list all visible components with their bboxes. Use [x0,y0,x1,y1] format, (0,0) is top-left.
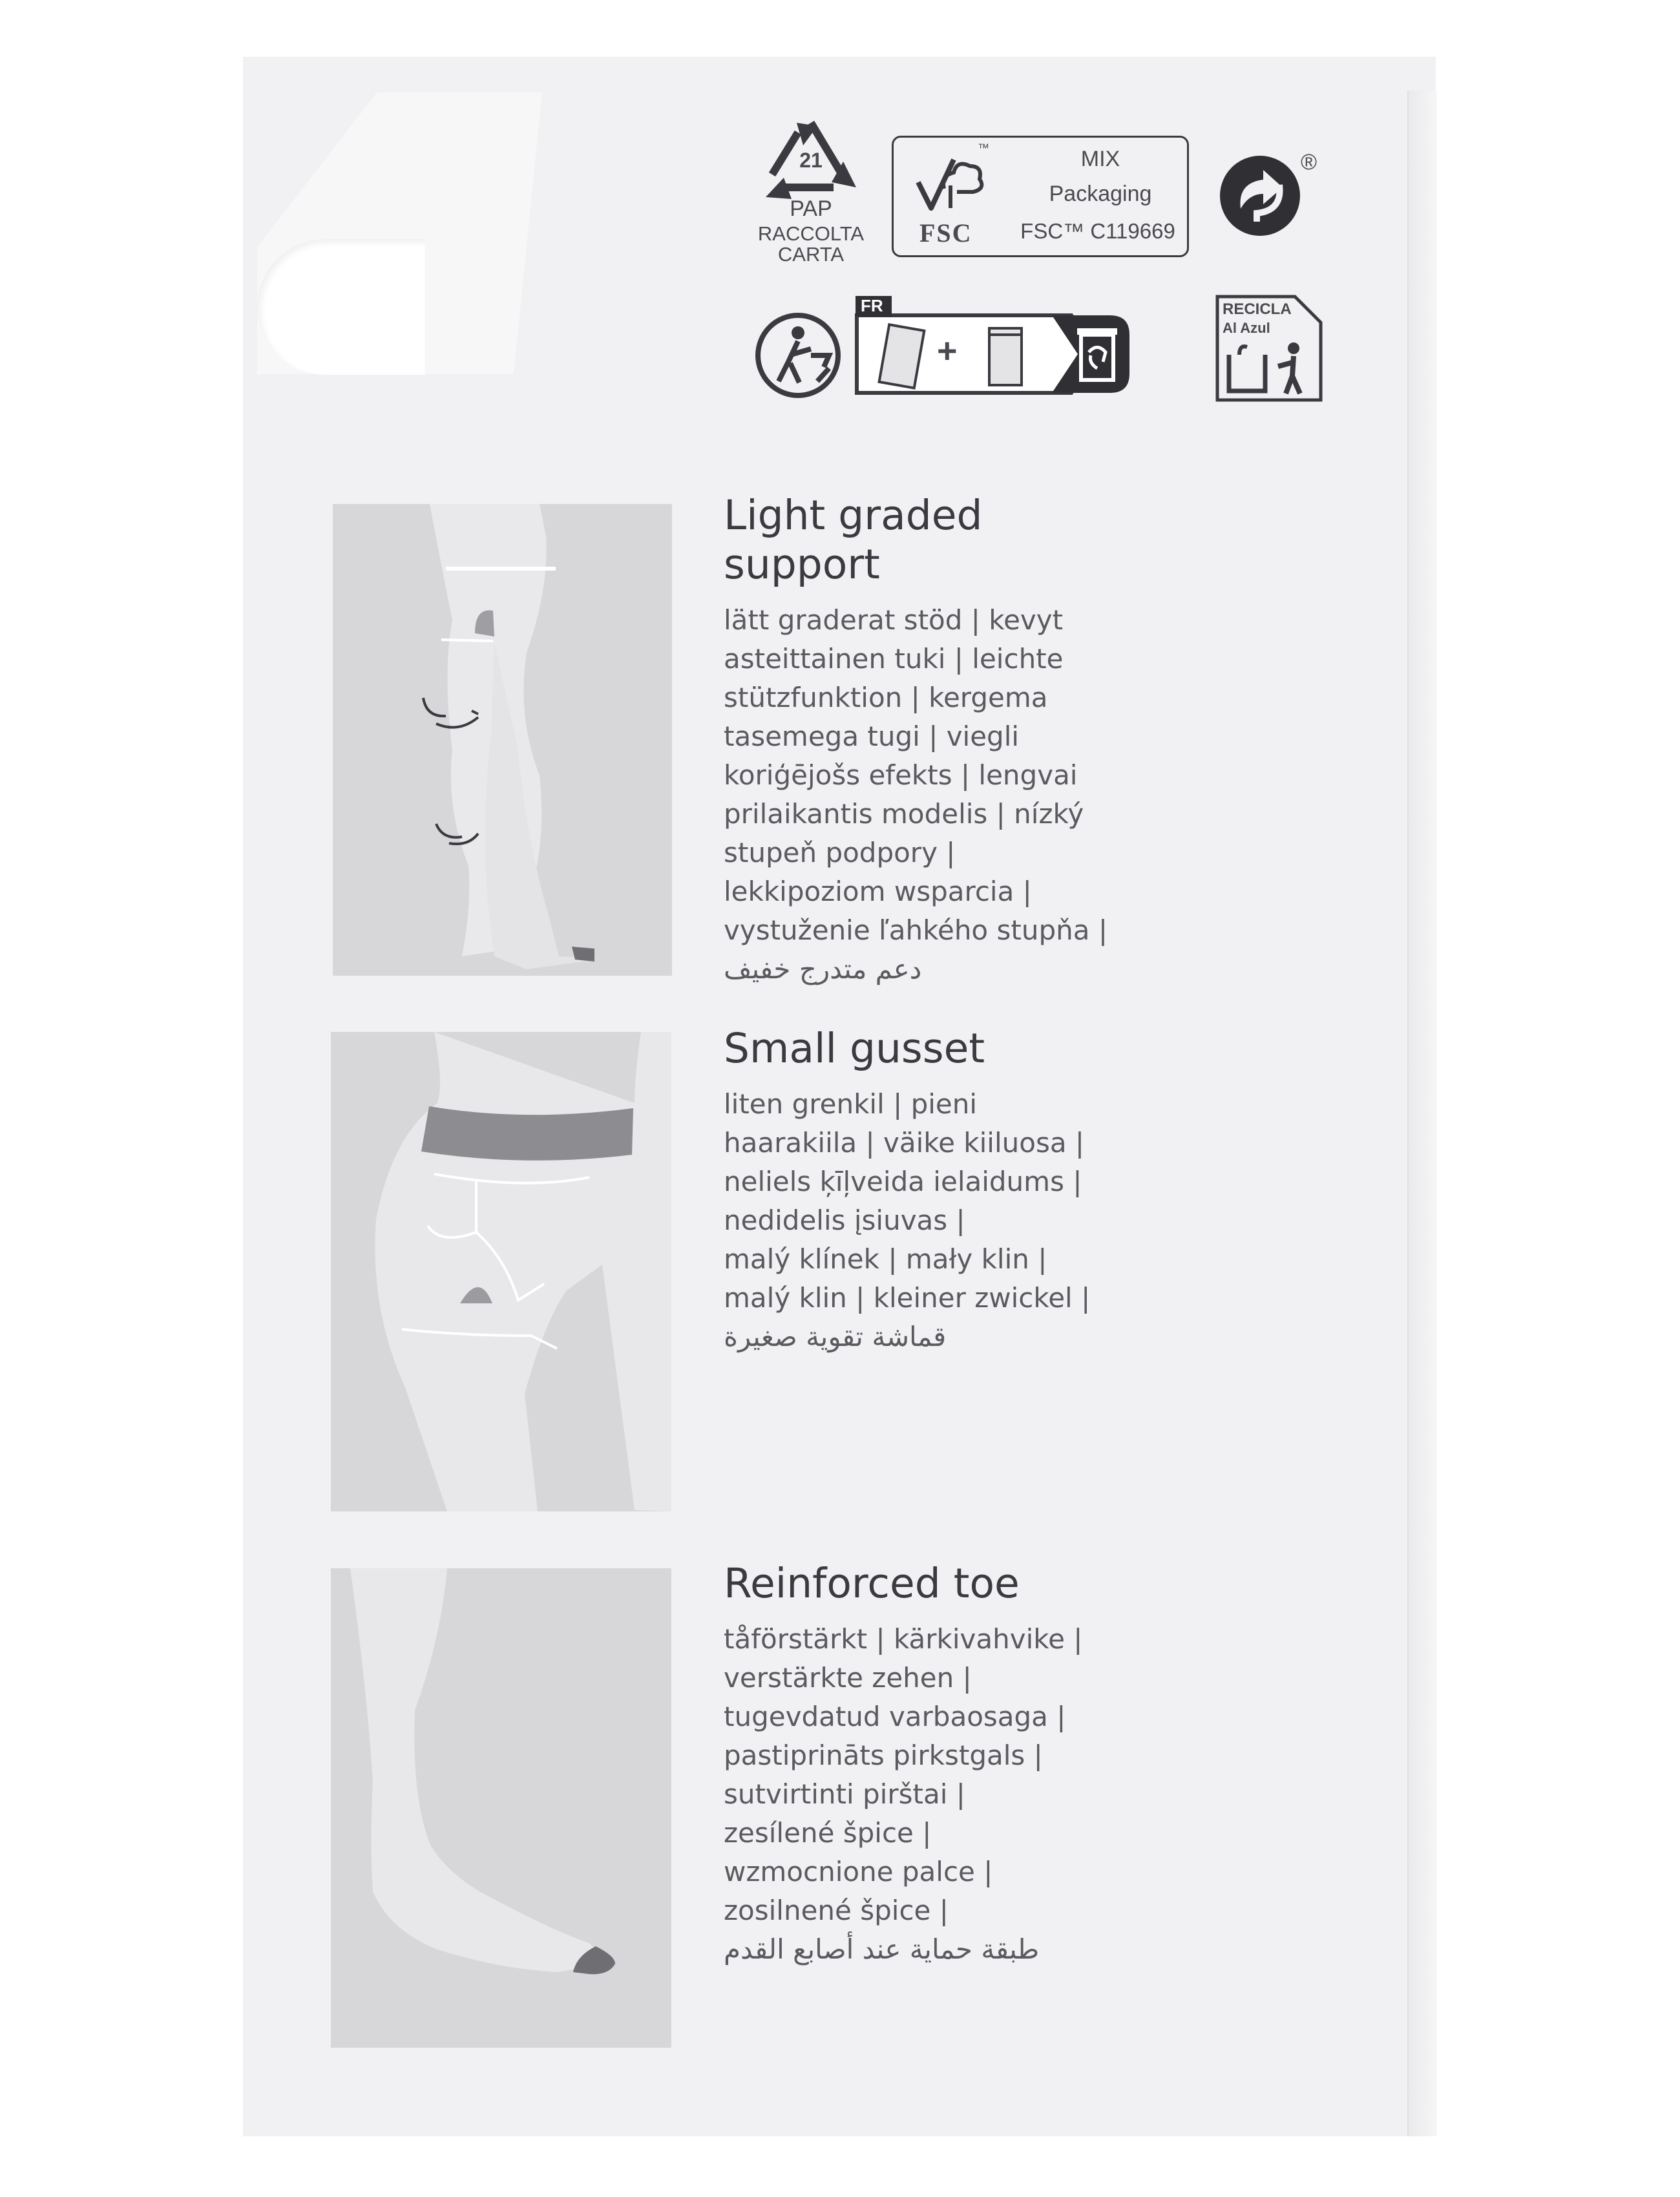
recicla-bin-icon [1221,341,1318,399]
translation-line: stützfunktion | kergema [724,682,1048,713]
recicla-line2: Al Azul [1223,320,1270,336]
registered-mark: ® [1301,150,1318,174]
green-dot-symbol [1218,150,1328,240]
translation-line: pastiprināts pirkstgals | [724,1740,1043,1771]
fsc-packaging: Packaging [1049,182,1152,206]
translation-line: tåförstärkt | kärkivahvike | [724,1623,1083,1655]
translation-line: verstärkte zehen | [724,1662,972,1694]
translation-line: prilaikantis modelis | nízký [724,798,1084,830]
feature-light-support [724,491,1137,989]
recicla-line1: RECICLA [1223,300,1292,318]
title-line: Light graded [724,492,983,539]
translation-line: tugevdatud varbaosaga | [724,1701,1066,1732]
feature-title [724,491,1137,589]
title-line: support [724,541,880,588]
triman-icon [753,310,843,401]
pap-line1: RACCOLTA [757,222,865,245]
fsc-label [892,136,1189,257]
reinforced-toe-illustration [331,1568,671,2048]
translation-line: haarakiila | väike kiiluosa | [724,1127,1085,1159]
feature-reinforced-toe [724,1559,1137,1969]
translation-line: lekkipoziom wsparcia | [724,876,1032,907]
translation-line: zosilnené špice | [724,1895,949,1926]
translations [724,601,1137,989]
translation-line: tasemega tugi | viegli [724,720,1020,752]
translation-line: malý klínek | mały klin | [724,1243,1047,1275]
translation-line-arabic: قماشة تقوية صغيرة [724,1321,947,1352]
fsc-license: FSC™ C119669 [1020,219,1175,243]
pap-recycling-symbol [746,116,876,271]
translation-line: vystuženie ľahkého stupňa | [724,914,1108,946]
pouch-icon [871,321,929,392]
translation-line: malý klin | kleiner zwickel | [724,1282,1091,1314]
triman-country: FR [861,296,883,315]
fsc-mix: MIX [1080,147,1120,171]
fsc-logo-text: FSC [919,218,972,247]
feature-small-gusset [724,1024,1137,1356]
pap-code: PAP [790,196,832,221]
light-support-illustration [333,504,672,976]
card-edge [1407,90,1437,2136]
feature-title [724,1024,1137,1073]
pap-number: 21 [799,149,823,172]
translation-line: neliels ķīļveida ielaidums | [724,1166,1082,1197]
translation-line: liten grenkil | pieni [724,1088,978,1120]
translation-line: sutvirtinti pirštai | [724,1778,965,1810]
feature-title [724,1559,1137,1608]
translation-line: koriģējošs efekts | lengvai [724,759,1078,791]
title-line: Small gusset [724,1025,985,1072]
fsc-tm: ™ [978,142,989,154]
translation-line: nedidelis įsiuvas | [724,1204,965,1236]
translation-line: asteittainen tuki | leichte [724,643,1064,675]
title-line: Reinforced toe [724,1560,1020,1607]
fsc-tree-icon [905,147,996,218]
translations [724,1085,1137,1356]
bin-icon [1075,323,1120,388]
small-gusset-illustration [331,1032,671,1511]
translations [724,1620,1137,1969]
translation-line: stupeň podpory | [724,837,956,868]
translation-line: zesílené špice | [724,1817,932,1849]
recicla-symbol [1215,294,1323,403]
info-tri-banner [852,296,1136,399]
translation-line: lätt graderat stöd | kevyt [724,604,1064,636]
green-dot-icon [1218,154,1302,238]
translation-line-arabic: دعم متدرج خفيف [724,953,922,985]
translation-line: wzmocnione palce | [724,1856,993,1887]
plus-sign: + [937,331,958,370]
pap-line2: CARTA [777,243,845,266]
translation-line-arabic: طبقة حماية عند أصابع القدم [724,1933,1040,1965]
triman-symbol [753,310,843,401]
hang-hole [257,239,425,375]
pouch-icon [978,321,1036,392]
